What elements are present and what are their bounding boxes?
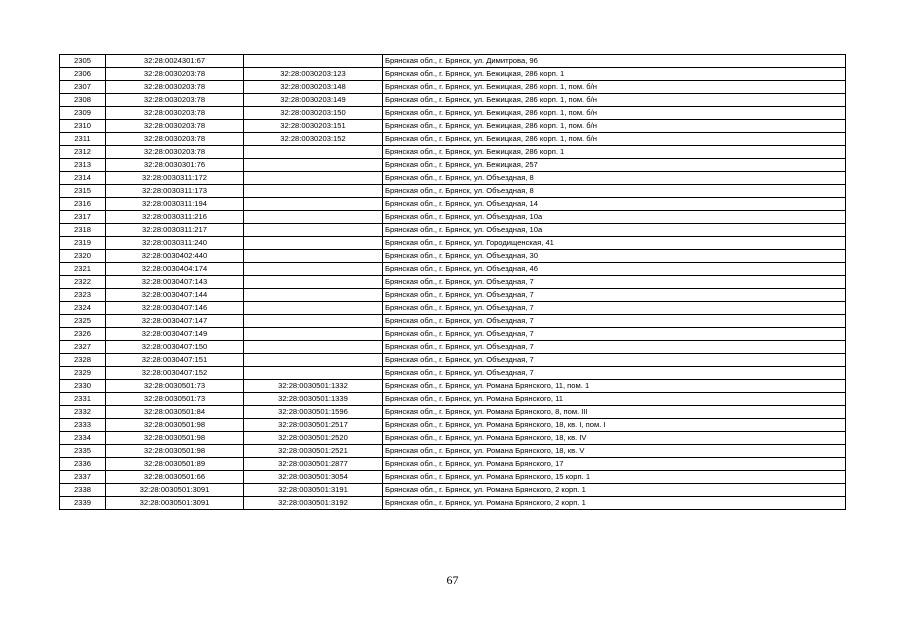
object-number-cell: 32:28:0030203:150: [244, 107, 383, 120]
table-row: [60, 380, 846, 393]
parcel-number-cell: 32:28:0030407:151: [106, 354, 244, 367]
object-number-cell: [244, 341, 383, 354]
table-row: [60, 341, 846, 354]
table-row: [60, 237, 846, 250]
object-number-cell: [244, 315, 383, 328]
table-row: [60, 393, 846, 406]
table-row: [60, 432, 846, 445]
table-row: [60, 172, 846, 185]
object-number-cell: 32:28:0030501:3192: [244, 497, 383, 510]
object-number-cell: [244, 250, 383, 263]
address-cell: Брянская обл., г. Брянск, ул. Бежицкая, 286 корп. 1, пом. б/н: [383, 94, 846, 107]
row-number-cell: 2339: [60, 497, 106, 510]
parcel-number-cell: 32:28:0030311:194: [106, 198, 244, 211]
object-number-cell: [244, 276, 383, 289]
row-number-cell: 2336: [60, 458, 106, 471]
parcel-number-cell: 32:28:0030203:78: [106, 146, 244, 159]
address-cell: Брянская обл., г. Брянск, ул. Объездная, 30: [383, 250, 846, 263]
object-number-cell: [244, 237, 383, 250]
row-number-cell: 2317: [60, 211, 106, 224]
table-row: [60, 250, 846, 263]
row-number-cell: 2334: [60, 432, 106, 445]
parcel-number-cell: 32:28:0030407:144: [106, 289, 244, 302]
parcel-number-cell: 32:28:0030311:172: [106, 172, 244, 185]
parcel-number-cell: 32:28:0030311:216: [106, 211, 244, 224]
table-row: [60, 133, 846, 146]
address-cell: Брянская обл., г. Брянск, ул. Романа Брянского, 8, пом. III: [383, 406, 846, 419]
table-row: [60, 354, 846, 367]
address-cell: Брянская обл., г. Брянск, ул. Объездная, 46: [383, 263, 846, 276]
row-number-cell: 2309: [60, 107, 106, 120]
row-number-cell: 2338: [60, 484, 106, 497]
parcel-number-cell: 32:28:0030407:147: [106, 315, 244, 328]
parcel-number-cell: 32:28:0030402:440: [106, 250, 244, 263]
address-cell: Брянская обл., г. Брянск, ул. Бежицкая, 286 корп. 1, пом. б/н: [383, 81, 846, 94]
table-row: [60, 302, 846, 315]
address-cell: Брянская обл., г. Брянск, ул. Объездная, 7: [383, 341, 846, 354]
table-row: [60, 458, 846, 471]
row-number-cell: 2323: [60, 289, 106, 302]
table-row: [60, 159, 846, 172]
parcel-number-cell: 32:28:0030407:146: [106, 302, 244, 315]
table-row: [60, 81, 846, 94]
row-number-cell: 2332: [60, 406, 106, 419]
object-number-cell: [244, 146, 383, 159]
registry-table: [59, 54, 846, 510]
row-number-cell: 2312: [60, 146, 106, 159]
object-number-cell: 32:28:0030501:3191: [244, 484, 383, 497]
row-number-cell: 2331: [60, 393, 106, 406]
address-cell: Брянская обл., г. Брянск, ул. Объездная, 7: [383, 367, 846, 380]
row-number-cell: 2329: [60, 367, 106, 380]
object-number-cell: [244, 354, 383, 367]
object-number-cell: [244, 159, 383, 172]
parcel-number-cell: 32:28:0030301:76: [106, 159, 244, 172]
object-number-cell: [244, 185, 383, 198]
object-number-cell: 32:28:0030203:151: [244, 120, 383, 133]
table-row: [60, 263, 846, 276]
parcel-number-cell: 32:28:0030203:78: [106, 81, 244, 94]
row-number-cell: 2316: [60, 198, 106, 211]
object-number-cell: 32:28:0030501:2877: [244, 458, 383, 471]
object-number-cell: 32:28:0030501:2520: [244, 432, 383, 445]
address-cell: Брянская обл., г. Брянск, ул. Объездная, 10а: [383, 224, 846, 237]
table-row: [60, 120, 846, 133]
table-row: [60, 484, 846, 497]
row-number-cell: 2308: [60, 94, 106, 107]
address-cell: Брянская обл., г. Брянск, ул. Объездная, 7: [383, 289, 846, 302]
row-number-cell: 2307: [60, 81, 106, 94]
row-number-cell: 2337: [60, 471, 106, 484]
parcel-number-cell: 32:28:0030203:78: [106, 120, 244, 133]
object-number-cell: 32:28:0030501:2517: [244, 419, 383, 432]
object-number-cell: [244, 211, 383, 224]
object-number-cell: [244, 289, 383, 302]
parcel-number-cell: 32:28:0030407:149: [106, 328, 244, 341]
address-cell: Брянская обл., г. Брянск, ул. Романа Брянского, 15 корп. 1: [383, 471, 846, 484]
address-cell: Брянская обл., г. Брянск, ул. Романа Брянского, 18, кв. I, пом. I: [383, 419, 846, 432]
object-number-cell: 32:28:0030203:123: [244, 68, 383, 81]
object-number-cell: 32:28:0030501:1339: [244, 393, 383, 406]
row-number-cell: 2335: [60, 445, 106, 458]
object-number-cell: 32:28:0030501:1596: [244, 406, 383, 419]
address-cell: Брянская обл., г. Брянск, ул. Объездная, 7: [383, 328, 846, 341]
address-cell: Брянская обл., г. Брянск, ул. Объездная, 14: [383, 198, 846, 211]
table-row: [60, 211, 846, 224]
row-number-cell: 2313: [60, 159, 106, 172]
parcel-number-cell: 32:28:0030311:240: [106, 237, 244, 250]
address-cell: Брянская обл., г. Брянск, ул. Объездная, 7: [383, 302, 846, 315]
object-number-cell: [244, 198, 383, 211]
parcel-number-cell: 32:28:0030501:3091: [106, 497, 244, 510]
address-cell: Брянская обл., г. Брянск, ул. Бежицкая, 286 корп. 1, пом. б/н: [383, 107, 846, 120]
row-number-cell: 2322: [60, 276, 106, 289]
row-number-cell: 2326: [60, 328, 106, 341]
object-number-cell: [244, 172, 383, 185]
object-number-cell: 32:28:0030203:149: [244, 94, 383, 107]
parcel-number-cell: 32:28:0030407:150: [106, 341, 244, 354]
object-number-cell: 32:28:0030501:2521: [244, 445, 383, 458]
address-cell: Брянская обл., г. Брянск, ул. Романа Брянского, 2 корп. 1: [383, 497, 846, 510]
address-cell: Брянская обл., г. Брянск, ул. Бежицкая, 286 корп. 1: [383, 68, 846, 81]
table-row: [60, 94, 846, 107]
address-cell: Брянская обл., г. Брянск, ул. Объездная, 7: [383, 315, 846, 328]
registry-table-body: [60, 55, 846, 510]
object-number-cell: [244, 367, 383, 380]
object-number-cell: [244, 224, 383, 237]
parcel-number-cell: 32:28:0030501:98: [106, 419, 244, 432]
row-number-cell: 2315: [60, 185, 106, 198]
parcel-number-cell: 32:28:0030501:3091: [106, 484, 244, 497]
address-cell: Брянская обл., г. Брянск, ул. Романа Брянского, 11, пом. 1: [383, 380, 846, 393]
table-row: [60, 445, 846, 458]
object-number-cell: [244, 302, 383, 315]
row-number-cell: 2333: [60, 419, 106, 432]
table-row: [60, 419, 846, 432]
object-number-cell: 32:28:0030501:3054: [244, 471, 383, 484]
parcel-number-cell: 32:28:0030203:78: [106, 68, 244, 81]
table-row: [60, 185, 846, 198]
object-number-cell: [244, 55, 383, 68]
object-number-cell: 32:28:0030203:148: [244, 81, 383, 94]
address-cell: Брянская обл., г. Брянск, ул. Романа Брянского, 18, кв. IV: [383, 432, 846, 445]
parcel-number-cell: 32:28:0030501:98: [106, 445, 244, 458]
address-cell: Брянская обл., г. Брянск, ул. Романа Брянского, 2 корп. 1: [383, 484, 846, 497]
address-cell: Брянская обл., г. Брянск, ул. Объездная, 7: [383, 276, 846, 289]
row-number-cell: 2318: [60, 224, 106, 237]
row-number-cell: 2306: [60, 68, 106, 81]
address-cell: Брянская обл., г. Брянск, ул. Объездная, 10а: [383, 211, 846, 224]
object-number-cell: 32:28:0030203:152: [244, 133, 383, 146]
table-row: [60, 68, 846, 81]
row-number-cell: 2305: [60, 55, 106, 68]
row-number-cell: 2321: [60, 263, 106, 276]
parcel-number-cell: 32:28:0030501:84: [106, 406, 244, 419]
address-cell: Брянская обл., г. Брянск, ул. Бежицкая, 257: [383, 159, 846, 172]
row-number-cell: 2314: [60, 172, 106, 185]
address-cell: Брянская обл., г. Брянск, ул. Объездная, 7: [383, 354, 846, 367]
table-row: [60, 289, 846, 302]
parcel-number-cell: 32:28:0030407:143: [106, 276, 244, 289]
address-cell: Брянская обл., г. Брянск, ул. Бежицкая, 286 корп. 1: [383, 146, 846, 159]
table-row: [60, 315, 846, 328]
object-number-cell: [244, 263, 383, 276]
row-number-cell: 2324: [60, 302, 106, 315]
parcel-number-cell: 32:28:0030501:73: [106, 393, 244, 406]
table-row: [60, 55, 846, 68]
table-row: [60, 406, 846, 419]
object-number-cell: [244, 328, 383, 341]
address-cell: Брянская обл., г. Брянск, ул. Романа Брянского, 18, кв. V: [383, 445, 846, 458]
parcel-number-cell: 32:28:0030501:73: [106, 380, 244, 393]
parcel-number-cell: 32:28:0030501:98: [106, 432, 244, 445]
parcel-number-cell: 32:28:0030203:78: [106, 133, 244, 146]
address-cell: Брянская обл., г. Брянск, ул. Бежицкая, 286 корп. 1, пом. б/н: [383, 120, 846, 133]
row-number-cell: 2311: [60, 133, 106, 146]
page-number: 67: [446, 573, 459, 587]
object-number-cell: 32:28:0030501:1332: [244, 380, 383, 393]
table-row: [60, 328, 846, 341]
address-cell: Брянская обл., г. Брянск, ул. Димитрова, 96: [383, 55, 846, 68]
parcel-number-cell: 32:28:0030311:173: [106, 185, 244, 198]
address-cell: Брянская обл., г. Брянск, ул. Объездная, 8: [383, 185, 846, 198]
table-row: [60, 146, 846, 159]
table-row: [60, 367, 846, 380]
parcel-number-cell: 32:28:0030203:78: [106, 107, 244, 120]
address-cell: Брянская обл., г. Брянск, ул. Романа Брянского, 11: [383, 393, 846, 406]
address-cell: Брянская обл., г. Брянск, ул. Бежицкая, 286 корп. 1, пом. б/н: [383, 133, 846, 146]
parcel-number-cell: 32:28:0024301:67: [106, 55, 244, 68]
table-row: [60, 198, 846, 211]
address-cell: Брянская обл., г. Брянск, ул. Романа Брянского, 17: [383, 458, 846, 471]
table-row: [60, 224, 846, 237]
row-number-cell: 2310: [60, 120, 106, 133]
table-row: [60, 497, 846, 510]
parcel-number-cell: 32:28:0030501:89: [106, 458, 244, 471]
table-row: [60, 471, 846, 484]
address-cell: Брянская обл., г. Брянск, ул. Объездная, 8: [383, 172, 846, 185]
row-number-cell: 2328: [60, 354, 106, 367]
parcel-number-cell: 32:28:0030404:174: [106, 263, 244, 276]
row-number-cell: 2320: [60, 250, 106, 263]
address-cell: Брянская обл., г. Брянск, ул. Городищенская, 41: [383, 237, 846, 250]
row-number-cell: 2330: [60, 380, 106, 393]
parcel-number-cell: 32:28:0030311:217: [106, 224, 244, 237]
parcel-number-cell: 32:28:0030501:66: [106, 471, 244, 484]
parcel-number-cell: 32:28:0030407:152: [106, 367, 244, 380]
table-row: [60, 276, 846, 289]
parcel-number-cell: 32:28:0030203:78: [106, 94, 244, 107]
table-row: [60, 107, 846, 120]
row-number-cell: 2327: [60, 341, 106, 354]
row-number-cell: 2325: [60, 315, 106, 328]
row-number-cell: 2319: [60, 237, 106, 250]
